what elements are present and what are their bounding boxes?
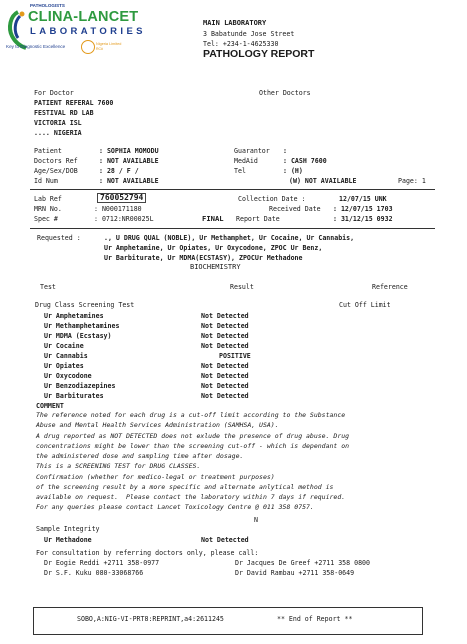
table-row-test: Ur MDMA (Ecstasy) [44,332,112,340]
comment-line: concentrations might be lower than the screening cut-off - which is dependant on [36,442,350,450]
cutoff-label: Cut Off Limit [339,301,391,309]
consult-doctor: Dr Eogie Reddi +2711 358-0977 [44,559,160,567]
final-label: FINAL [202,214,224,223]
address-line-3: VICTORIA ISL [34,119,82,127]
methadone-value: Not Detected [201,536,249,544]
medaid-value: : CASH 7600 [283,157,327,165]
labref-label: Lab Ref [34,195,62,203]
tel-label: Tel [234,167,246,175]
methadone-label: Ur Methadone [44,536,92,544]
table-row-test: Ur Cannabis [44,352,88,360]
spec-label: Spec # [34,215,58,223]
table-row-test: Ur Cocaine [44,342,84,350]
integrity-label: Sample Integrity [36,525,100,533]
logo-partner-sub: RC# [96,47,104,51]
comment-line: The reference noted for each drug is a cut-off limit according to the Substance [36,411,346,419]
patient-label: Patient [34,147,62,155]
comment-label: COMMENT [36,402,64,410]
divider-1 [30,189,435,190]
comment-line: A drug reported as NOT DETECTED does not exlude the presence of drug abuse. Drug [36,432,350,440]
consult-doctor: Dr Jacques De Greef +2711 358 0800 [235,559,370,567]
logo-name-line1: CLINA-LANCET [28,9,139,25]
requested-line-2: Ur Amphetamine, Ur Opiates, Ur Oxycodone, ZPOC Ur Benz, [104,244,323,252]
logo-name-line2: LABORATORIES [30,26,146,37]
logo-partner: Nigeria Limited [96,42,122,46]
comment-line: the administered dose and sampling time after dosage. [36,452,244,460]
page-number: Page: 1 [398,177,426,185]
header-address: 3 Babatunde Jose Street [203,30,295,38]
integrity-value: N [254,516,258,524]
address-line-1: PATIENT REFERAL 7600 [34,99,114,107]
consult-doctor: Dr David Rambau +2711 358-0649 [235,569,355,577]
comment-line: This is a SCREENING TEST for DRUG CLASSES. [36,462,201,470]
collection-label: Collection Date : [238,195,306,203]
idnum-value: : NOT AVAILABLE [99,177,159,185]
tel-value-work: (W) NOT AVAILABLE [289,177,357,185]
agesex-label: Age/Sex/DOB [34,167,78,175]
table-row-test: Ur Methamphetamines [44,322,120,330]
table-row-test: Ur Oxycodone [44,372,92,380]
report-label: Report Date [236,215,280,223]
divider-2 [30,228,435,229]
clina-lancet-logo [4,2,144,52]
for-doctor-label: For Doctor [34,89,74,97]
received-label: Received Date [269,205,321,213]
table-row-result: Not Detected [201,342,249,350]
comment-line: For any queries please contact Lancet Toxicology Centre @ 011 358 0757. [36,503,314,511]
received-value: : 12/07/15 1703 [333,205,393,213]
tel-value-home: : (H) [283,167,303,175]
patient-value: : SOPHIA MOMODU [99,147,159,155]
col-test: Test [40,283,56,291]
header-tel: Tel: +234-1-4625330 [203,40,279,48]
address-line-4: .... NIGERIA [34,129,82,137]
medaid-label: MedAid [234,157,258,165]
comment-line: of the screening result by a more specific and alternate anlytical method is [36,483,334,491]
report-value: : 31/12/15 0932 [333,215,393,223]
requested-label: Requested : [37,234,81,242]
logo-pathologists: PATHOLOGISTS [30,3,65,8]
consult-doctor: Dr S.F. Kuku 080-33068766 [44,569,144,577]
address-line-2: FESTIVAL RD LAB [34,109,94,117]
spec-value: : 0712:NR00025L [94,215,154,223]
partner-seal-icon [81,40,95,54]
table-row-result: Not Detected [201,372,249,380]
table-row-result: Not Detected [201,322,249,330]
guarantor-value: : [283,147,287,155]
table-row-result: Not Detected [201,312,249,320]
screening-title: Drug Class Screening Test [35,301,135,309]
consultation-title: For consultation by referring doctors only, please call: [36,549,259,557]
header-lab: MAIN LABORATORY [203,19,267,27]
col-result: Result [230,283,254,291]
comment-line: Abuse and Mental Health Services Administration (SAMHSA, USA). [36,421,279,429]
col-reference: Reference [372,283,408,291]
table-row-test: Ur Amphetamines [44,312,104,320]
guarantor-label: Guarantor [234,147,270,155]
agesex-value: : 28 / F / [99,167,139,175]
table-row-result: POSITIVE [219,352,251,360]
docref-label: Doctors Ref [34,157,78,165]
mrn-value: : N000171180 [94,205,142,213]
section-title: BIOCHEMISTRY [190,263,241,271]
other-doctors-label: Other Doctors [259,89,311,97]
table-row-test: Ur Benzodiazepines [44,382,116,390]
mrn-label: MRN No. [34,205,62,213]
idnum-label: Id Num [34,177,58,185]
footer-end: ** End of Report ** [277,615,353,623]
collection-value: 12/07/15 UNK [339,195,387,203]
table-row-result: Not Detected [201,392,249,400]
table-row-result: Not Detected [201,332,249,340]
table-row-result: Not Detected [201,362,249,370]
footer-code: SOBO,A:NIG-VI-PRT8:REPRINT,a4:2611245 [77,615,224,623]
logo-tagline: Key to Diagnostic Excellence [6,44,66,49]
labref-value: 760052794 [97,193,146,203]
header-title: PATHOLOGY REPORT [203,48,315,60]
comment-line: Confirmation (whether for medico-legal or treatment purposes) [36,473,275,481]
comment-line: available on request. Please contact the laboratory within 7 days if required. [36,493,346,501]
requested-line-3: Ur Barbiturate, Ur MDMA(ECSTASY), ZPOCUr Methadone [104,254,303,262]
table-row-result: Not Detected [201,382,249,390]
table-row-test: Ur Opiates [44,362,84,370]
requested-line-1: ., U DRUG QUAL (NOBLE), Ur Methamphet, Ur Cocaine, Ur Cannabis, [104,234,355,242]
table-row-test: Ur Barbiturates [44,392,104,400]
docref-value: : NOT AVAILABLE [99,157,159,165]
